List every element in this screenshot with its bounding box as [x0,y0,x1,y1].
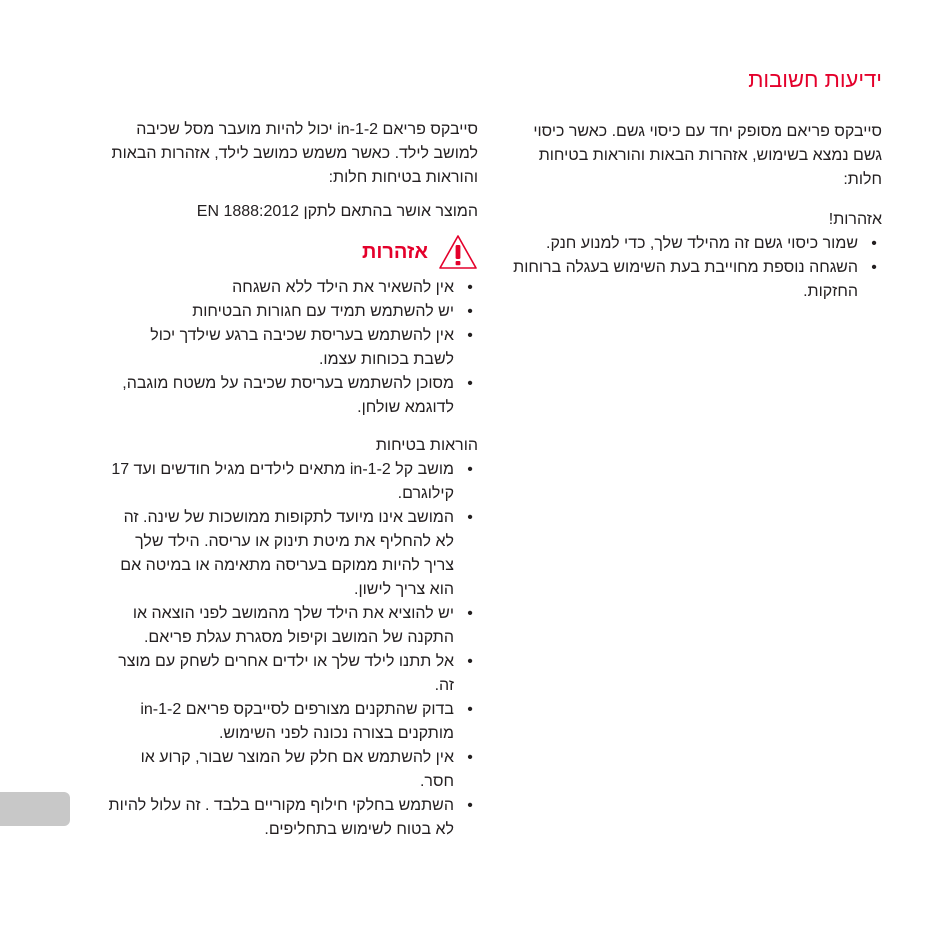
list-item: • השגחה נוספת מחוייבת בעת השימוש בעגלה ברוחות החזקות. [512,256,882,304]
seat-unit-intro: סייבקס פריאם 2-in-1 יכול להיות מועבר מסל שכיבה למושב לילד. כאשר משמש כמושב לילד, אזהרות הבאות והוראות בטיחות חלות: [111,121,478,186]
bullet-dot: • [467,749,473,766]
standard-note: המוצר אושר בהתאם לתקן EN 1888:2012 [196,203,478,220]
list-item: • השתמש בחלקי חילוף מקוריים בלבד . זה עלול להיות לא בטוח לשימוש בתחליפים. [106,794,478,842]
list-item: • מושב קל 2-in-1 מתאים לילדים מגיל חודשים ועד 17 קילוגרם. [106,458,478,506]
bullet-dot: • [467,797,473,814]
list-item: • המושב אינו מיועד לתקופות ממושכות של שינה. זה לא להחליף את מיטת תינוק או עריסה. הילד שלך צריך להיות ממוקם בעריסה מתאימה או במיטה אם הוא צריך לישון. [106,506,478,602]
bullet-dot: • [467,701,473,718]
rain-cover-intro: סייבקס פריאם מסופק יחד עם כיסוי גשם. כאשר כיסוי גשם נמצא בשימוש, אזהרות הבאות והוראות בטיחות חלות: [533,123,882,188]
bullet-dot: • [467,279,473,296]
bullet-dot: • [467,509,473,526]
list-item: • יש להשתמש תמיד עם חגורות הבטיחות [106,300,478,324]
safety-list [106,458,478,842]
bullet-dot: • [871,235,877,252]
bullet-dot: • [871,259,877,276]
list-item: • אין להשתמש בעריסת שכיבה ברגע שילדך יכול לשבת בכוחות עצמו. [106,324,478,372]
right-column [512,66,882,304]
list-item: • בדוק שהתקנים מצורפים לסייבקס פריאם 2-in-1 מותקנים בצורה נכונה לפני השימוש. [106,698,478,746]
warnings-heading [106,234,478,270]
rain-cover-warnings-label: אזהרות! [828,211,882,228]
page-tab [0,792,70,826]
list-item: • אין להשתמש אם חלק של המוצר שבור, קרוע או חסר. [106,746,478,794]
seat-warnings-list [106,276,478,420]
bullet-dot: • [467,375,473,392]
warning-triangle-icon [438,234,478,270]
list-item: • אין להשאיר את הילד ללא השגחה [106,276,478,300]
list-item: • יש להוציא את הילד שלך מהמושב לפני הוצאה או התקנה של המושב וקיפול מסגרת עגלת פריאם. [106,602,478,650]
rain-cover-warnings-list [512,232,882,304]
bullet-dot: • [467,327,473,344]
bullet-dot: • [467,461,473,478]
bullet-dot: • [467,653,473,670]
left-column [106,118,478,842]
warnings-title: אזהרות [362,241,428,263]
list-item: • אל תתנו לילד שלך או ילדים אחרים לשחק עם מוצר זה. [106,650,478,698]
safety-heading: הוראות בטיחות [375,437,478,454]
list-item: • מסוכן להשתמש בעריסת שכיבה על משטח מוגבה, לדוגמא שולחן. [106,372,478,420]
list-item: • שמור כיסוי גשם זה מהילד שלך, כדי למנוע חנק. [512,232,882,256]
bullet-dot: • [467,303,473,320]
page-title: ידיעות חשובות [748,67,882,92]
bullet-dot: • [467,605,473,622]
